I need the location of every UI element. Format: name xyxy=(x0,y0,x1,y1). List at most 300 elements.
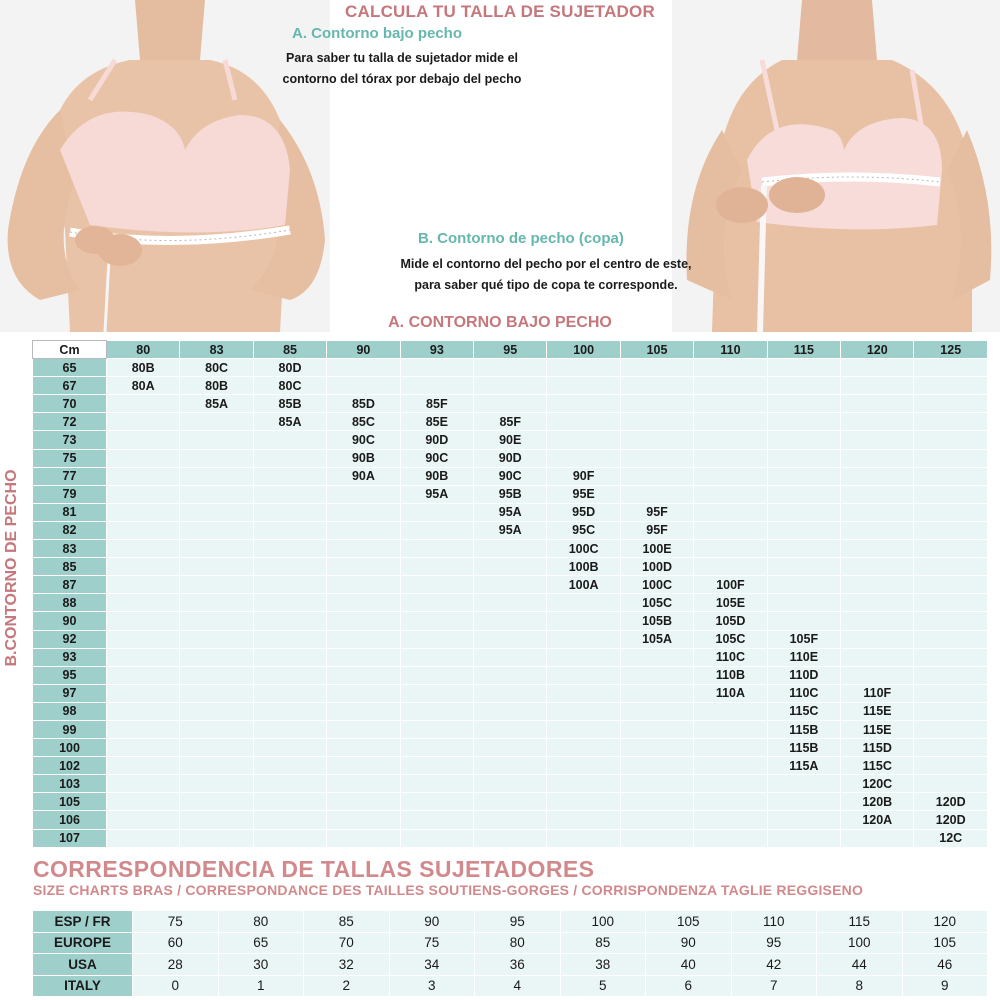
size-cell xyxy=(180,630,253,648)
size-cell: 90A xyxy=(327,467,400,485)
size-cell xyxy=(620,648,693,666)
size-cell xyxy=(107,739,180,757)
size-cell xyxy=(767,576,840,594)
size-cell xyxy=(914,684,988,702)
underbust-column-header: 125 xyxy=(914,341,988,359)
table-row xyxy=(33,431,988,449)
size-system-label: USA xyxy=(33,954,133,976)
size-cell xyxy=(253,757,326,775)
size-cell xyxy=(180,720,253,738)
size-cell xyxy=(400,811,473,829)
size-cell xyxy=(767,503,840,521)
table-row xyxy=(33,612,988,630)
correspondence-cell: 100 xyxy=(560,911,646,933)
correspondence-cell: 75 xyxy=(389,932,475,954)
size-cell xyxy=(327,757,400,775)
bust-row-header: 79 xyxy=(33,485,107,503)
size-cell: 120A xyxy=(841,811,914,829)
size-cell xyxy=(327,485,400,503)
size-cell xyxy=(474,395,547,413)
size-cell xyxy=(253,793,326,811)
correspondence-title: CORRESPONDENCIA DE TALLAS SUJETADORES xyxy=(33,856,595,882)
size-cell xyxy=(547,702,620,720)
size-cell xyxy=(694,720,767,738)
size-cell xyxy=(767,431,840,449)
table-row xyxy=(33,594,988,612)
size-cell xyxy=(253,739,326,757)
size-cell xyxy=(620,467,693,485)
size-cell xyxy=(841,630,914,648)
size-cell xyxy=(400,648,473,666)
bust-row-header: 102 xyxy=(33,757,107,775)
size-cell xyxy=(474,775,547,793)
correspondence-cell: 32 xyxy=(304,954,390,976)
size-cell xyxy=(620,431,693,449)
size-cell xyxy=(547,594,620,612)
size-cell xyxy=(620,702,693,720)
size-cell xyxy=(180,594,253,612)
size-cell xyxy=(107,648,180,666)
underbust-column-header: 93 xyxy=(400,341,473,359)
size-cell xyxy=(474,793,547,811)
size-cell xyxy=(914,467,988,485)
table-row xyxy=(33,630,988,648)
size-cell: 120D xyxy=(914,793,988,811)
size-cell xyxy=(400,540,473,558)
size-cell: 110E xyxy=(767,648,840,666)
correspondence-cell: 95 xyxy=(731,932,817,954)
size-cell: 115E xyxy=(841,720,914,738)
bust-row-header: 105 xyxy=(33,793,107,811)
size-cell xyxy=(327,811,400,829)
size-cell xyxy=(694,521,767,539)
underbust-column-header: 95 xyxy=(474,341,547,359)
underbust-column-header: 100 xyxy=(547,341,620,359)
size-cell xyxy=(327,503,400,521)
correspondence-cell: 5 xyxy=(560,975,646,997)
size-cell xyxy=(620,757,693,775)
table-row xyxy=(33,720,988,738)
size-cell xyxy=(694,413,767,431)
bust-row-header: 85 xyxy=(33,558,107,576)
size-cell xyxy=(694,775,767,793)
size-cell xyxy=(327,720,400,738)
size-cell: 110F xyxy=(841,684,914,702)
correspondence-cell: 85 xyxy=(560,932,646,954)
size-cell xyxy=(841,829,914,847)
size-cell xyxy=(107,521,180,539)
correspondence-subtitle: SIZE CHARTS BRAS / CORRESPONDANCE DES TAILLES SOUTIENS-GORGES / CORRISPONDENZA TAGLIE REGGISENO xyxy=(33,882,864,898)
size-cell xyxy=(620,413,693,431)
correspondence-cell: 75 xyxy=(133,911,219,933)
size-cell xyxy=(474,829,547,847)
size-cell: 85E xyxy=(400,413,473,431)
size-cell xyxy=(180,648,253,666)
size-cell xyxy=(694,449,767,467)
size-cell xyxy=(474,630,547,648)
size-cell xyxy=(620,829,693,847)
underbust-column-header: 85 xyxy=(253,341,326,359)
size-cell xyxy=(474,684,547,702)
size-cell: 95B xyxy=(474,485,547,503)
size-cell xyxy=(914,775,988,793)
size-cell: 85F xyxy=(400,395,473,413)
size-cell: 115C xyxy=(767,702,840,720)
size-cell xyxy=(694,739,767,757)
bust-row-header: 65 xyxy=(33,359,107,377)
underbust-column-header: 83 xyxy=(180,341,253,359)
size-cell xyxy=(180,503,253,521)
table-row xyxy=(33,829,988,847)
size-cell xyxy=(400,576,473,594)
size-cell: 90C xyxy=(327,431,400,449)
table-row xyxy=(33,975,988,997)
table-row xyxy=(33,702,988,720)
size-cell xyxy=(841,558,914,576)
size-cell xyxy=(694,540,767,558)
photo-bust-measurement xyxy=(672,0,1000,332)
size-cell: 110C xyxy=(767,684,840,702)
size-cell xyxy=(107,540,180,558)
size-cell xyxy=(253,558,326,576)
size-cell xyxy=(400,359,473,377)
size-cell xyxy=(253,775,326,793)
correspondence-cell: 120 xyxy=(902,911,988,933)
correspondence-cell: 100 xyxy=(817,932,903,954)
bust-row-header: 106 xyxy=(33,811,107,829)
size-cell xyxy=(914,720,988,738)
table-row xyxy=(33,395,988,413)
size-cell: 90F xyxy=(547,467,620,485)
size-cell xyxy=(107,811,180,829)
size-cell xyxy=(400,702,473,720)
correspondence-cell: 4 xyxy=(475,975,561,997)
size-cell xyxy=(694,793,767,811)
size-cell xyxy=(107,485,180,503)
size-cell xyxy=(914,612,988,630)
size-cell xyxy=(547,377,620,395)
table-row xyxy=(33,954,988,976)
size-cell xyxy=(400,630,473,648)
size-cell: 80B xyxy=(107,359,180,377)
size-cell xyxy=(253,630,326,648)
correspondence-cell: 46 xyxy=(902,954,988,976)
size-cell xyxy=(327,576,400,594)
size-cell xyxy=(547,829,620,847)
size-cell: 100F xyxy=(694,576,767,594)
size-cell xyxy=(914,485,988,503)
size-table-header-row xyxy=(33,341,988,359)
size-cell xyxy=(327,630,400,648)
correspondence-cell: 28 xyxy=(133,954,219,976)
size-cell: 110C xyxy=(694,648,767,666)
table-row xyxy=(33,485,988,503)
bust-row-header: 95 xyxy=(33,666,107,684)
size-cell xyxy=(914,757,988,775)
size-cell xyxy=(694,829,767,847)
size-cell xyxy=(694,702,767,720)
underbust-column-header: 80 xyxy=(107,341,180,359)
size-cell xyxy=(400,666,473,684)
underbust-column-header: 110 xyxy=(694,341,767,359)
size-cell xyxy=(694,467,767,485)
correspondence-cell: 70 xyxy=(304,932,390,954)
size-cell: 85F xyxy=(474,413,547,431)
model-bust-illustration xyxy=(672,0,1000,332)
size-cell xyxy=(841,467,914,485)
size-cell: 105E xyxy=(694,594,767,612)
bust-row-header: 103 xyxy=(33,775,107,793)
size-cell: 90B xyxy=(327,449,400,467)
size-cell xyxy=(620,775,693,793)
size-cell xyxy=(327,739,400,757)
size-cell xyxy=(107,720,180,738)
size-cell: 115D xyxy=(841,739,914,757)
size-cell xyxy=(107,829,180,847)
size-cell xyxy=(914,576,988,594)
size-cell xyxy=(620,739,693,757)
size-cell xyxy=(547,359,620,377)
size-cell xyxy=(180,793,253,811)
table-row xyxy=(33,648,988,666)
size-cell xyxy=(841,666,914,684)
size-cell xyxy=(694,485,767,503)
size-cell xyxy=(767,359,840,377)
size-cell xyxy=(547,630,620,648)
correspondence-cell: 80 xyxy=(475,932,561,954)
size-cell xyxy=(841,648,914,666)
size-cell: 105C xyxy=(694,630,767,648)
size-cell xyxy=(841,503,914,521)
size-cell xyxy=(253,829,326,847)
size-cell xyxy=(841,359,914,377)
size-cell: 120D xyxy=(914,811,988,829)
size-cell xyxy=(474,377,547,395)
size-table-corner-cell: Cm xyxy=(33,341,107,359)
size-cell: 95A xyxy=(474,503,547,521)
correspondence-cell: 34 xyxy=(389,954,475,976)
section-b-instructions xyxy=(378,254,714,296)
size-cell xyxy=(180,576,253,594)
size-cell xyxy=(107,793,180,811)
size-cell: 90D xyxy=(474,449,547,467)
size-cell xyxy=(474,666,547,684)
size-cell xyxy=(547,449,620,467)
size-cell: 85A xyxy=(180,395,253,413)
table-row xyxy=(33,449,988,467)
size-cell xyxy=(253,720,326,738)
size-cell: 115B xyxy=(767,720,840,738)
size-cell: 90E xyxy=(474,431,547,449)
size-cell: 115E xyxy=(841,702,914,720)
size-cell xyxy=(180,811,253,829)
bust-row-header: 72 xyxy=(33,413,107,431)
size-cell xyxy=(620,395,693,413)
correspondence-cell: 115 xyxy=(817,911,903,933)
size-cell xyxy=(767,377,840,395)
size-cell: 100C xyxy=(547,540,620,558)
size-cell xyxy=(180,540,253,558)
size-cell: 85A xyxy=(253,413,326,431)
size-cell xyxy=(107,684,180,702)
size-cell xyxy=(327,702,400,720)
size-cell xyxy=(841,431,914,449)
size-cell xyxy=(547,395,620,413)
size-cell xyxy=(620,684,693,702)
size-cell xyxy=(180,684,253,702)
size-cell xyxy=(474,594,547,612)
size-cell xyxy=(767,395,840,413)
size-cell: 115A xyxy=(767,757,840,775)
size-cell xyxy=(841,594,914,612)
size-cell: 12C xyxy=(914,829,988,847)
bust-row-header: 88 xyxy=(33,594,107,612)
size-cell: 105D xyxy=(694,612,767,630)
size-cell xyxy=(107,757,180,775)
size-cell xyxy=(620,666,693,684)
size-cell xyxy=(180,612,253,630)
correspondence-cell: 105 xyxy=(646,911,732,933)
size-cell xyxy=(547,648,620,666)
size-cell: 120C xyxy=(841,775,914,793)
size-cell xyxy=(327,359,400,377)
size-cell: 80C xyxy=(180,359,253,377)
size-cell xyxy=(694,558,767,576)
bust-row-header: 100 xyxy=(33,739,107,757)
size-cell xyxy=(253,467,326,485)
size-cell xyxy=(107,449,180,467)
size-cell xyxy=(767,612,840,630)
size-cell xyxy=(253,702,326,720)
size-cell: 90C xyxy=(400,449,473,467)
table-row xyxy=(33,932,988,954)
size-cell xyxy=(767,793,840,811)
size-cell: 95C xyxy=(547,521,620,539)
size-cell xyxy=(767,829,840,847)
table-row xyxy=(33,359,988,377)
size-cell xyxy=(914,648,988,666)
size-cell xyxy=(107,467,180,485)
size-cell xyxy=(547,775,620,793)
correspondence-cell: 9 xyxy=(902,975,988,997)
size-cell xyxy=(180,666,253,684)
bust-row-header: 83 xyxy=(33,540,107,558)
size-cell xyxy=(253,449,326,467)
size-cell xyxy=(107,594,180,612)
table-row xyxy=(33,911,988,933)
size-cell xyxy=(914,413,988,431)
size-cell xyxy=(547,720,620,738)
size-cell xyxy=(767,811,840,829)
correspondence-cell: 42 xyxy=(731,954,817,976)
table-row xyxy=(33,576,988,594)
size-cell xyxy=(694,503,767,521)
size-cell xyxy=(547,413,620,431)
size-cell: 90D xyxy=(400,431,473,449)
size-cell xyxy=(107,775,180,793)
size-cell: 80A xyxy=(107,377,180,395)
size-cell xyxy=(914,630,988,648)
size-cell xyxy=(253,684,326,702)
size-cell: 95A xyxy=(400,485,473,503)
size-cell xyxy=(400,829,473,847)
size-cell xyxy=(327,684,400,702)
size-cell: 110D xyxy=(767,666,840,684)
table-row xyxy=(33,503,988,521)
size-cell xyxy=(400,521,473,539)
size-cell xyxy=(620,449,693,467)
size-cell xyxy=(253,503,326,521)
underbust-axis-label: A. CONTORNO BAJO PECHO xyxy=(388,314,612,331)
size-cell: 105B xyxy=(620,612,693,630)
table-row xyxy=(33,413,988,431)
size-cell xyxy=(547,757,620,775)
size-cell xyxy=(327,558,400,576)
size-cell xyxy=(180,449,253,467)
size-cell xyxy=(547,811,620,829)
size-cell xyxy=(620,793,693,811)
size-cell xyxy=(400,739,473,757)
size-cell xyxy=(474,648,547,666)
size-cell: 105F xyxy=(767,630,840,648)
size-cell xyxy=(841,449,914,467)
bust-row-header: 67 xyxy=(33,377,107,395)
size-cell xyxy=(767,521,840,539)
correspondence-cell: 110 xyxy=(731,911,817,933)
size-cell xyxy=(474,739,547,757)
correspondence-cell: 95 xyxy=(475,911,561,933)
table-row xyxy=(33,540,988,558)
size-cell xyxy=(841,377,914,395)
size-cell xyxy=(914,558,988,576)
size-cell xyxy=(620,359,693,377)
correspondence-cell: 7 xyxy=(731,975,817,997)
size-cell: 100E xyxy=(620,540,693,558)
size-cell xyxy=(107,576,180,594)
correspondence-cell: 3 xyxy=(389,975,475,997)
size-cell xyxy=(253,540,326,558)
size-cell xyxy=(767,558,840,576)
size-cell xyxy=(474,720,547,738)
correspondence-cell: 105 xyxy=(902,932,988,954)
section-b-line-1: Mide el contorno del pecho por el centro de este, xyxy=(400,257,692,271)
correspondence-cell: 1 xyxy=(218,975,304,997)
size-cell xyxy=(694,359,767,377)
size-cell xyxy=(327,829,400,847)
table-row xyxy=(33,793,988,811)
size-cell xyxy=(180,829,253,847)
size-cell xyxy=(914,359,988,377)
size-cell xyxy=(547,431,620,449)
size-cell xyxy=(107,702,180,720)
bust-row-header: 92 xyxy=(33,630,107,648)
size-cell xyxy=(841,521,914,539)
bra-size-table xyxy=(32,340,988,848)
size-cell xyxy=(107,503,180,521)
size-cell xyxy=(474,702,547,720)
size-cell xyxy=(253,594,326,612)
correspondence-cell: 38 xyxy=(560,954,646,976)
bust-row-header: 97 xyxy=(33,684,107,702)
correspondence-cell: 85 xyxy=(304,911,390,933)
size-cell xyxy=(253,666,326,684)
bust-row-header: 98 xyxy=(33,702,107,720)
size-cell xyxy=(547,739,620,757)
size-cell xyxy=(400,720,473,738)
size-cell xyxy=(107,666,180,684)
size-cell xyxy=(180,775,253,793)
size-system-label: EUROPE xyxy=(33,932,133,954)
